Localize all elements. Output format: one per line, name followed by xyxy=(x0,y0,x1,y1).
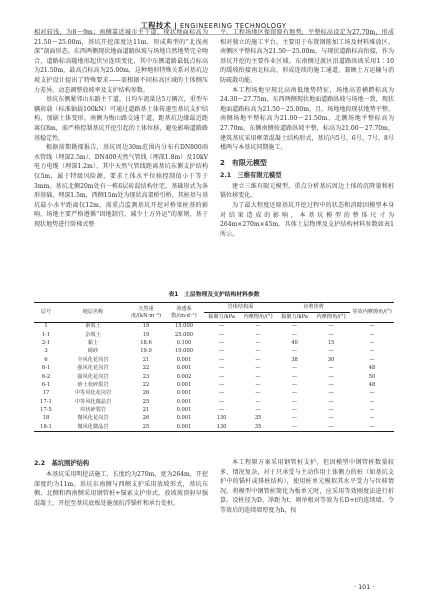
table-cell: 26 xyxy=(142,415,150,422)
table-cell: — xyxy=(255,373,261,380)
table-cell: 砾砂 xyxy=(87,348,99,355)
table-cell: 2-1 xyxy=(41,339,51,346)
parameters-table xyxy=(34,302,394,432)
table-cell: — xyxy=(369,407,375,414)
table-cell: 中等风化花岗岩 xyxy=(74,390,112,397)
table-cell: — xyxy=(291,415,298,422)
table-cell: — xyxy=(291,398,298,405)
table-cell: 50 xyxy=(368,373,376,380)
table-row xyxy=(34,356,394,364)
table-cell: 黏土 xyxy=(87,339,99,346)
table-cell: — xyxy=(255,339,261,346)
table-cell: — xyxy=(277,423,312,431)
table-cell: 0.001 xyxy=(176,398,192,405)
table-cell: — xyxy=(218,348,225,355)
table-cell: 130 xyxy=(204,423,239,431)
table-cell: — xyxy=(369,323,375,330)
table-cell: — xyxy=(291,373,298,380)
table-cell: 26 xyxy=(142,390,150,397)
table-cell: 48 xyxy=(368,381,376,388)
paragraph: 平，工程场地区保留原有地势，平整标高设定为27.70m，形成相对独立的施工平台，主要用于布置钢筋加工场及材料堆放区。南侧区平整标高为21.50～25.00m，与现状道路标高衔接，作为基坑开挖的主要作业区域。东南侧过渡区沿道路纵坡采用1∶10的缓坡衔接南北标高，形成连续的施工通道，兼顾土方运输与消防疏散功能。 xyxy=(220,29,394,84)
table-cell: 0.001 xyxy=(176,365,192,372)
table-cell: — xyxy=(328,381,334,388)
table-cell: 19 xyxy=(142,331,150,338)
paragraph: 本工程场地呈现北高南低地势特征，场地高差横跨标高为24.30～27.75m，东西两侧现状地面道路纵坡与场地一致，现状地面道路标高为21.50～25.00m，且，场地地段现状地势平整，南侧场地平整标高为21.00～21.50m，北侧场地平整标高为27.70m，东侧南侧按道路纵坡平整，标高为21.00～27.70m，建筑基坑采用框架混凝土结构形式，基坑内5号、6号、7号、8号楼两与本基坑同期施工。 xyxy=(220,86,394,152)
table-cell: — xyxy=(369,390,375,397)
paragraph: 相对较浅，为8～9m；南侧靠近城市主干道，现状地面标高为21.50～25.00m，基坑开挖深度达11m，形成典型的“北浅南深”剖面形态。东西两侧现状地面道路纵坡与场地自然地势完全吻合，道路标高随地形起伏呈连续变化，其中东侧道路最低点标高为21.50m，最高点标高为25.00m，这种地形特殊关系对基坑边坡支护设计提出了特殊要求——需根据不同标高区域的土体侧压力差异，动态调整放坡率及支护结构参数。 xyxy=(34,29,208,94)
table-cell: 10.000 xyxy=(174,348,194,355)
table-cell: — xyxy=(218,339,225,346)
table-cell: 15.000 xyxy=(174,323,194,330)
table-cell: 块状碎裂岩 xyxy=(80,407,106,414)
table-cell: 杂填土 xyxy=(85,331,101,338)
table-cell: 35 xyxy=(239,423,277,431)
table-cell: 砂土状碎裂岩 xyxy=(77,381,109,388)
table-cell: 38 xyxy=(291,356,298,363)
table-cell: 17-1 xyxy=(40,398,52,405)
table-cell: 0.001 xyxy=(176,390,192,397)
table-cell: — xyxy=(328,348,334,355)
table-cell: — xyxy=(291,390,298,397)
table-cell: — xyxy=(328,365,334,372)
table-cell: 40 xyxy=(291,339,298,346)
th-equiv-friction: 等效内摩擦角/(°) xyxy=(350,303,394,323)
table-body xyxy=(34,323,394,432)
table-cell: — xyxy=(255,407,261,414)
table-cell: — xyxy=(291,407,298,414)
table-cell: 35 xyxy=(254,415,262,422)
th-shear-group: 直剪快剪 xyxy=(277,303,350,313)
table-cell: — xyxy=(255,398,261,405)
table-cell: 微风化花岗岩 xyxy=(77,415,109,422)
table-cell: 强风化花岗岩 xyxy=(77,365,109,372)
table-cell: — xyxy=(218,356,225,363)
right-column-bottom xyxy=(220,458,394,516)
table-cell: 18 xyxy=(42,415,50,422)
table-cell: — xyxy=(369,356,375,363)
table-cell: — xyxy=(255,365,261,372)
table-cell: — xyxy=(218,373,225,380)
table-cell: 25.000 xyxy=(174,331,194,338)
table-cell: 130 xyxy=(216,415,227,422)
subsection-heading: 2.2 基坑围护结构 xyxy=(34,460,90,467)
table-cell: 0.001 xyxy=(164,423,204,431)
right-column-top xyxy=(220,28,394,239)
th-cohesion: 黏聚力/kPa xyxy=(204,313,239,323)
page-number: · 101 · xyxy=(354,583,375,591)
table-cell: — xyxy=(350,423,394,431)
header-title-cn: 工程技术 xyxy=(140,21,172,30)
table-cell: 1-1 xyxy=(41,331,51,338)
table-cell: — xyxy=(291,323,298,330)
table-cell: 48 xyxy=(368,365,376,372)
table-cell: — xyxy=(218,331,225,338)
table-cell: 19 xyxy=(142,323,150,330)
table-cell: — xyxy=(328,373,334,380)
table-cell: 18-1 xyxy=(34,423,58,431)
table-cell: 0.002 xyxy=(176,373,192,380)
paragraph: 为了最大程度还原基坑开挖过程中的状态和消除因模型本身对结果造成的影响，本基坑模型的整体尺寸为264m×270m×45m。具体土层物理及支护结构材料参数如表1所示。 xyxy=(220,201,394,238)
table-cell: — xyxy=(255,390,261,397)
table-cell: 15 xyxy=(327,339,335,346)
th-name: 地层名称 xyxy=(58,303,128,323)
table-cell: 0.001 xyxy=(176,356,192,363)
table-row xyxy=(34,323,394,331)
table-cell: — xyxy=(218,381,225,388)
section-heading: 2 有限元模型 xyxy=(220,158,267,167)
paragraph: 根据前期勘探报告，基坑周边30m范围内分布有DN800雨水管线（埋深2.5m）、DN400天然气管线（埋深1.8m）及10kV电力电缆（埋深1.2m），其中天然气管线距离基坑东侧支护结构仅5m，属于特级风险源，要求土体水平位移控制值小于等于3mm。基坑北侧20m处有一栋6层砖混结构住宅，基础形式为条形基础，埋深1.5m，西侧15m处为现状高架桥引桥，其桩基与基坑最小水平距离仅12m，需重点监测基坑开挖对桥梁桩基的影响。场地主要严格遵循“因地制宜，减少土方外运”的原则，基于现状地势进行阶梯式整 xyxy=(34,144,208,228)
table-cell: 全风化花岗岩 xyxy=(77,356,109,363)
header-title-en: ENGINEERING TECHNOLOGY xyxy=(179,22,287,30)
table-cell: — xyxy=(291,381,298,388)
table-row xyxy=(34,373,394,381)
table-cell: 6-2 xyxy=(41,373,51,380)
th-shear-cohesion: 黏聚力/kPa xyxy=(277,313,312,323)
table-cell: 素填土 xyxy=(85,323,101,330)
table-row xyxy=(34,381,394,389)
table-cell: — xyxy=(369,339,375,346)
th-unit-weight: 天然重度/(kN·m⁻³) xyxy=(128,303,164,323)
table-cell: — xyxy=(255,348,261,355)
table-cell: — xyxy=(255,356,261,363)
table-cell: — xyxy=(328,390,334,397)
table-cell: — xyxy=(369,398,375,405)
table-row xyxy=(34,364,394,372)
table-cell: 30 xyxy=(327,356,335,363)
table-cell: 18.6 xyxy=(140,339,152,346)
table-cell: — xyxy=(369,331,375,338)
table-cell: 19.0 xyxy=(140,348,152,355)
table-cell: 微风化微晶岩 xyxy=(58,423,128,431)
table-cell: 23 xyxy=(142,373,150,380)
table-row xyxy=(34,398,394,406)
paragraph: 本工程原方案采用钢管桩支护，但因模型中钢管桩数量较多，情况复杂，对于只承受与主动作用土体侧力的桩（如基坑支护中的锚杆或排桩结构），使用桩单元模拟其水平受力与位移情况。将模型中钢管桩简化为板单元时，应采用等效刚度法进行折算。设桩径为D，净距为t，则单根对等效为长D+t的连续墙。令等效后的连续墙厚度为h，按 xyxy=(220,459,394,514)
table-cell: — xyxy=(218,398,225,405)
table-cell: 中等风化微晶岩 xyxy=(74,398,112,405)
table-cell: 21 xyxy=(142,356,150,363)
table-cell: — xyxy=(328,323,334,330)
table-cell: 0.001 xyxy=(176,415,192,422)
th-shear-friction: 内摩擦角/(°) xyxy=(312,313,350,323)
table-cell: — xyxy=(255,331,261,338)
table-cell: 0.001 xyxy=(176,381,192,388)
table-cell: — xyxy=(255,381,261,388)
table-cell: — xyxy=(291,365,298,372)
paragraph: 建立三维有限元模型，重点分析基坑周边土体的沉降量和桩锚位移变化。 xyxy=(220,182,394,200)
table-row xyxy=(34,339,394,347)
left-column-bottom xyxy=(34,458,208,508)
table-cell: 17 xyxy=(42,390,50,397)
table-cell: 0.001 xyxy=(176,407,192,414)
table-cell: — xyxy=(328,331,334,338)
table-cell: 25 xyxy=(128,423,164,431)
th-layer: 层号 xyxy=(34,303,58,323)
paragraph: 本基坑采用明挖法施工，长度约为270m，宽为264m，开挖深度约为11m。基坑东南侧与西侧支护采用放坡形式，基坑东侧、北侧和西南侧采用钢管桩+锚索支护形式。放坡坡顶射早强混凝土，开挖至基坑底板处施加抗浮锚杆和承台处桩。 xyxy=(34,471,208,507)
paragraph: 基坑东侧紧邻山东路主干道，日均车流量达5万辆次，重型车辆荷载（标准轴载100kN）可通过道路基土体传递至基坑支护结构，加剧土体变形。南侧为梅山路交通干道，距基坑边缘最近距离仅8m，需严格控制基坑开挖引起的土体位移，避免影响道路路基稳定性。 xyxy=(34,96,208,142)
table-cell: — xyxy=(218,407,225,414)
table-row xyxy=(34,331,394,339)
table-cell: — xyxy=(328,407,334,414)
header-divider: | xyxy=(174,21,178,30)
table-cell: — xyxy=(218,323,225,330)
th-permeability: 渗透系数/(m·d⁻¹) xyxy=(164,303,204,323)
table-cell: 21 xyxy=(142,407,150,414)
table-cell: — xyxy=(291,348,298,355)
table-cell: 22 xyxy=(142,365,150,372)
table-row xyxy=(34,423,394,431)
table-cell: — xyxy=(218,390,225,397)
table-row xyxy=(34,348,394,356)
table-cell: 强风化花岗岩 xyxy=(77,373,109,380)
table-cell: 25 xyxy=(142,398,150,405)
table-cell: — xyxy=(328,398,334,405)
soil-parameters-table xyxy=(34,291,394,432)
th-rock-group: 岩体结构面 xyxy=(204,303,277,313)
table-cell: — xyxy=(255,323,261,330)
table-cell: 17-5 xyxy=(40,407,52,414)
table-cell: 6-1 xyxy=(41,365,51,372)
subsection-heading: 2.1 三维有限元模型 xyxy=(220,171,282,179)
table-row xyxy=(34,415,394,423)
table-cell: — xyxy=(312,423,350,431)
table-caption: 表1 土层物理及支护结构材料参数 xyxy=(168,292,260,298)
table-cell: — xyxy=(369,348,375,355)
table-cell: — xyxy=(328,415,334,422)
table-cell: — xyxy=(369,415,375,422)
table-cell: — xyxy=(218,365,225,372)
left-column-top xyxy=(34,28,208,229)
table-cell: 22 xyxy=(142,381,150,388)
table-cell: 1 xyxy=(44,323,48,330)
th-friction: 内摩擦角/(°) xyxy=(239,313,277,323)
table-cell: — xyxy=(291,331,298,338)
table-cell: 6 xyxy=(44,356,48,363)
table-cell: 0.100 xyxy=(176,339,192,346)
table-row xyxy=(34,390,394,398)
table-cell: 6-1 xyxy=(41,381,51,388)
table-row xyxy=(34,406,394,414)
table-cell: 3 xyxy=(44,348,48,355)
